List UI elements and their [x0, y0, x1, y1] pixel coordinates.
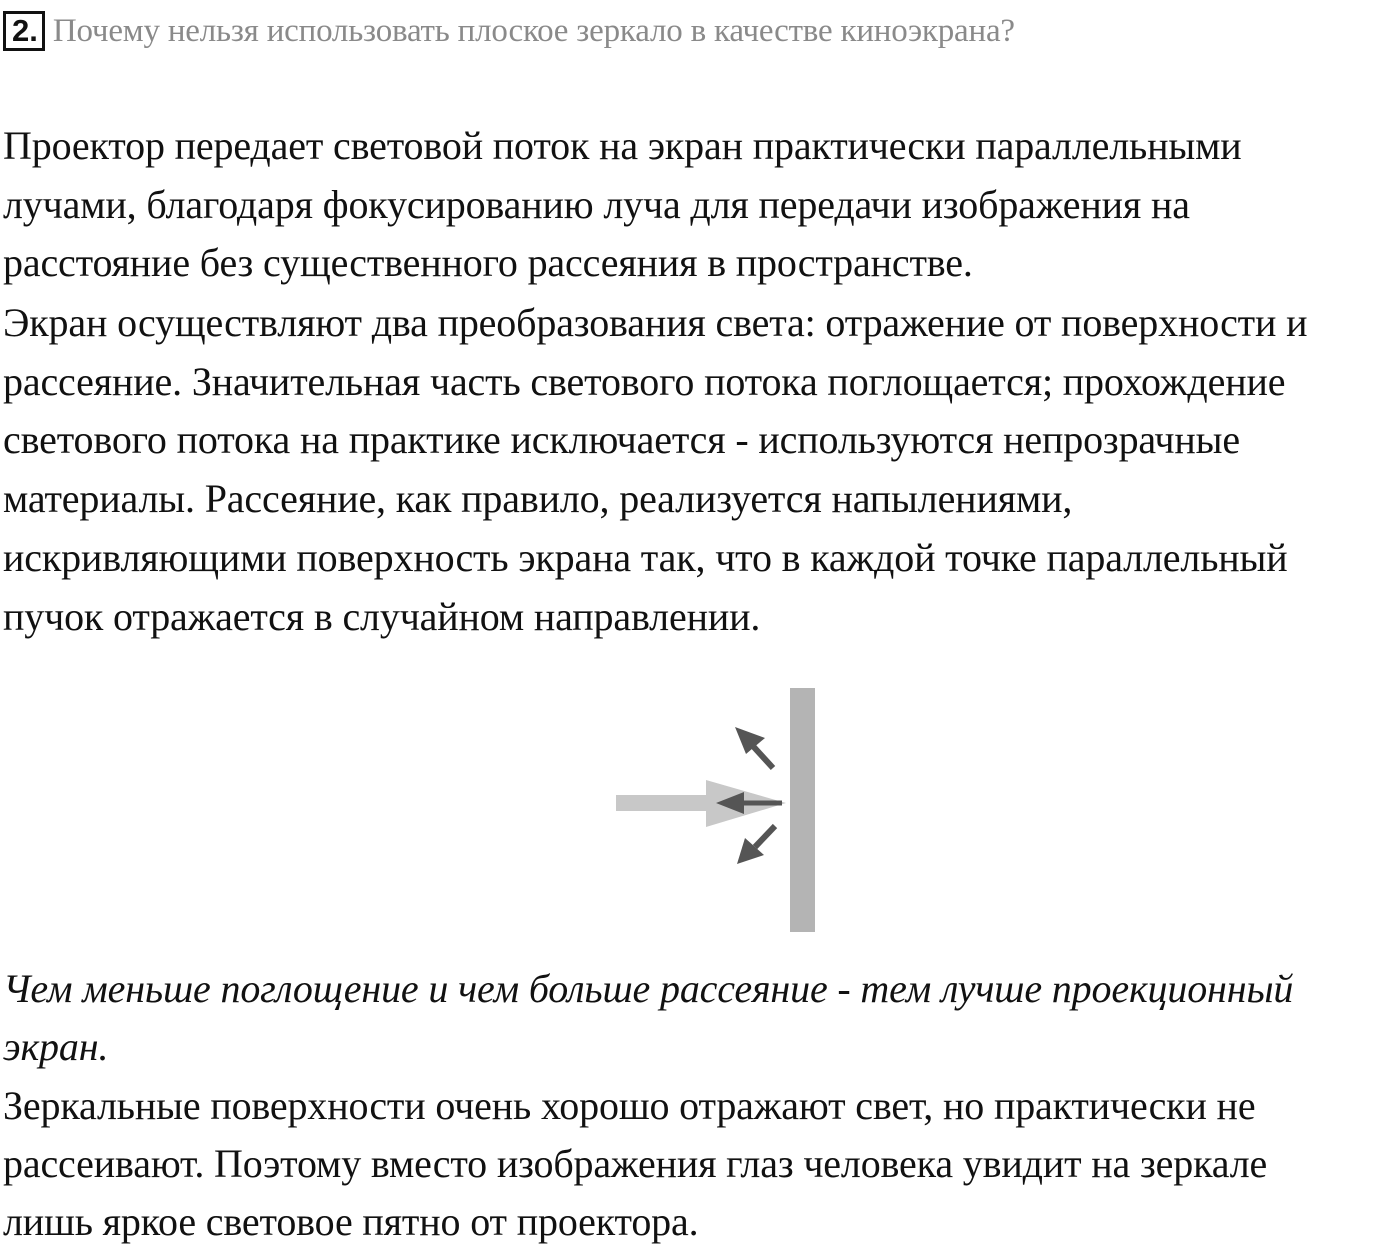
question-header [3, 9, 1015, 53]
screen-bar [790, 688, 815, 932]
paragraph-line: Зеркальные поверхности очень хорошо отражают свет, но практически не [3, 1083, 1256, 1128]
answer-paragraph-2 [3, 294, 1307, 646]
emphasis-paragraph [3, 960, 1293, 1076]
paragraph-line: расстояние без существенного рассеяния в пространстве. [3, 240, 973, 286]
paragraph-line: Проектор передает световой поток на экран практически параллельными [3, 123, 1242, 168]
paragraph-line: рассеяние. Значительная часть светового потока поглощается; прохождение [3, 358, 1286, 404]
paragraph-line: материалы. Рассеяние, как правило, реализуется напылениями, [3, 476, 1073, 522]
paragraph-line: лишь яркое световое пятно от проектора. [3, 1199, 699, 1244]
question-text: Почему нельзя использовать плоское зеркало в качестве киноэкрана? [52, 12, 1015, 49]
answer-paragraph-1 [3, 117, 1242, 293]
paragraph-line: лучами, благодаря фокусированию луча для передачи изображения на [3, 181, 1190, 227]
question-number: 2. [3, 11, 45, 51]
scattering-diagram [600, 680, 840, 940]
paragraph-line: светового потока на практике исключается - используются непрозрачные [3, 417, 1240, 463]
answer-paragraph-3 [3, 1077, 1267, 1251]
paragraph-line: Чем меньше поглощение и чем больше рассеяние - тем лучше проекционный [3, 966, 1294, 1011]
reflected-arrow-up [735, 727, 773, 768]
paragraph-line: Экран осуществляют два преобразования света: отражение от поверхности и [3, 300, 1308, 345]
reflected-arrow-down [737, 826, 775, 864]
paragraph-line: рассеивают. Поэтому вместо изображения глаз человека увидит на зеркале [3, 1141, 1268, 1186]
paragraph-line: искривляющими поверхность экрана так, что в каждой точке параллельный [3, 534, 1288, 580]
paragraph-line: пучок отражается в случайном направлении. [3, 593, 761, 639]
paragraph-line: экран. [3, 1024, 109, 1069]
